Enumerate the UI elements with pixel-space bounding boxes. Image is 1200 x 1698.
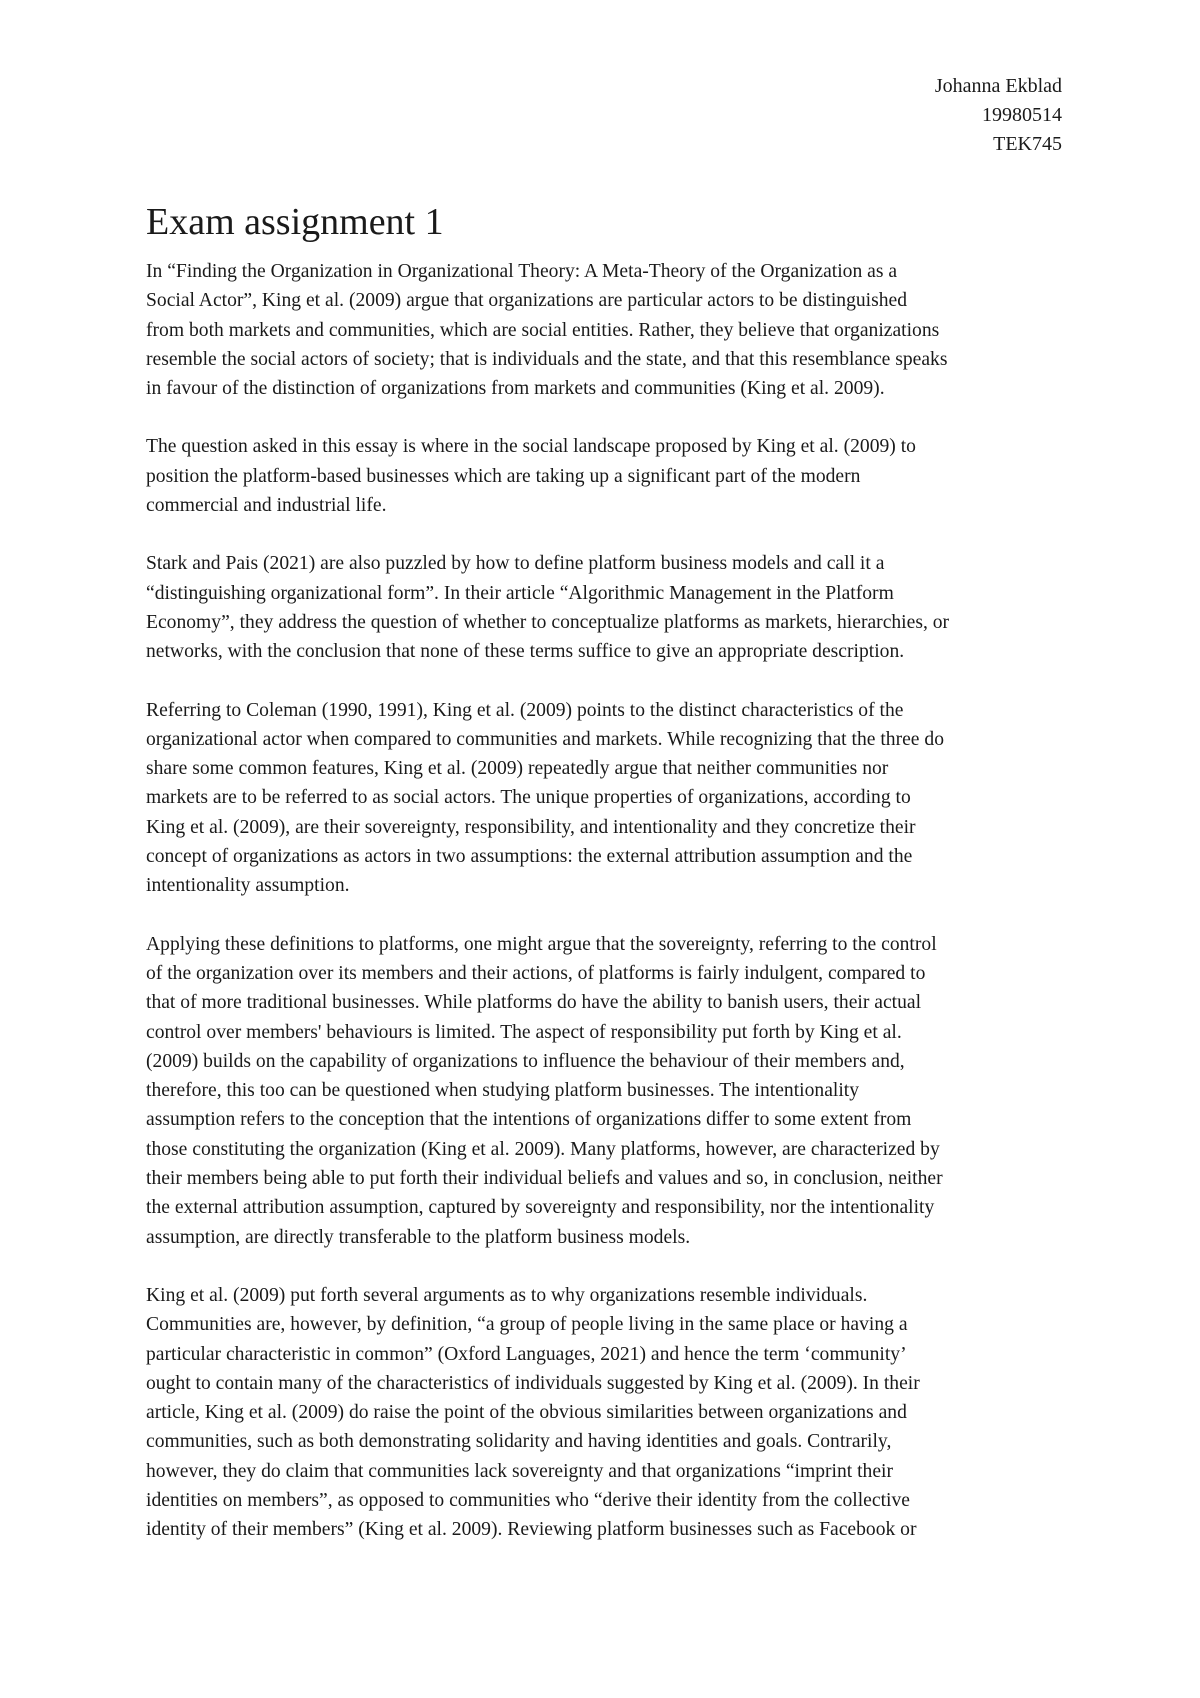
text-line: Economy”, they address the question of whether to conceptualize platforms as markets, hierarchies, or [146, 611, 950, 633]
document-title: Exam assignment 1 [146, 201, 444, 243]
text-line: Applying these definitions to platforms, one might argue that the sovereignty, referring to the control [146, 933, 937, 955]
text-line: King et al. (2009), are their sovereignty, responsibility, and intentionality and they concretize their [146, 816, 916, 838]
text-line: share some common features, King et al. (2009) repeatedly argue that neither communities nor [146, 758, 889, 780]
text-line: therefore, this too can be questioned when studying platform businesses. The intentionality [146, 1080, 860, 1102]
paragraph [146, 696, 1076, 901]
text-line: Communities are, however, by definition, “a group of people living in the same place or having a [146, 1314, 908, 1336]
text-line: of the organization over its members and their actions, of platforms is fairly indulgent, compared to [146, 962, 926, 984]
text-line: Referring to Coleman (1990, 1991), King et al. (2009) points to the distinct characteristics of the [146, 699, 904, 721]
document-body [146, 257, 1076, 1574]
text-line: Stark and Pais (2021) are also puzzled by how to define platform business models and call it a [146, 553, 885, 575]
text-line: assumption, are directly transferable to the platform business models. [146, 1226, 691, 1248]
course-code: TEK745 [993, 133, 1062, 155]
text-line: article, King et al. (2009) do raise the point of the obvious similarities between organizations and [146, 1402, 907, 1424]
text-line: intentionality assumption. [146, 875, 350, 897]
paragraph [146, 549, 1076, 666]
text-line: those constituting the organization (King et al. 2009). Many platforms, however, are characterized by [146, 1138, 940, 1160]
text-line: their members being able to put forth their individual beliefs and values and so, in conclusion, neither [146, 1168, 943, 1190]
text-line: (2009) builds on the capability of organizations to influence the behaviour of their members and, [146, 1050, 905, 1072]
text-line: particular characteristic in common” (Oxford Languages, 2021) and hence the term ‘community’ [146, 1343, 907, 1365]
text-line: resemble the social actors of society; that is individuals and the state, and that this resemblance speaks [146, 348, 948, 370]
text-line: King et al. (2009) put forth several arguments as to why organizations resemble individuals. [146, 1284, 868, 1306]
text-line: Social Actor”, King et al. (2009) argue that organizations are particular actors to be distinguished [146, 290, 908, 312]
text-line: position the platform-based businesses which are taking up a significant part of the modern [146, 465, 861, 487]
text-line: that of more traditional businesses. While platforms do have the ability to banish users, their actual [146, 992, 922, 1014]
author-id: 19980514 [982, 104, 1062, 126]
paragraph [146, 930, 1076, 1252]
text-line: communities, such as both demonstrating solidarity and having identities and goals. Contrarily, [146, 1431, 892, 1453]
text-line: assumption refers to the conception that the intentions of organizations differ to some extent from [146, 1109, 912, 1131]
text-line: identity of their members” (King et al. 2009). Reviewing platform businesses such as Facebook or [146, 1519, 917, 1541]
text-line: identities on members”, as opposed to communities who “derive their identity from the collective [146, 1489, 910, 1511]
text-line: concept of organizations as actors in two assumptions: the external attribution assumption and the [146, 846, 913, 868]
text-line: in favour of the distinction of organizations from markets and communities (King et al. 2009). [146, 378, 885, 400]
text-line: “distinguishing organizational form”. In their article “Algorithmic Management in the Platform [146, 582, 894, 604]
paragraph [146, 432, 1076, 520]
text-line: ought to contain many of the characteristics of individuals suggested by King et al. (2009). In their [146, 1372, 920, 1394]
text-line: organizational actor when compared to communities and markets. While recognizing that the three do [146, 728, 944, 750]
text-line: The question asked in this essay is where in the social landscape proposed by King et al. (2009) to [146, 436, 916, 458]
text-line: the external attribution assumption, captured by sovereignty and responsibility, nor the intentionality [146, 1197, 935, 1219]
text-line: commercial and industrial life. [146, 495, 387, 517]
text-line: however, they do claim that communities lack sovereignty and that organizations “imprint their [146, 1460, 894, 1482]
author-name: Johanna Ekblad [934, 75, 1062, 97]
paragraph [146, 1281, 1076, 1545]
author-info [935, 72, 1062, 159]
text-line: In “Finding the Organization in Organizational Theory: A Meta-Theory of the Organization as a [146, 261, 898, 282]
text-line: networks, with the conclusion that none of these terms suffice to give an appropriate description. [146, 641, 905, 663]
text-line: control over members' behaviours is limited. The aspect of responsibility put forth by King et al. [146, 1021, 902, 1043]
text-line: markets are to be referred to as social actors. The unique properties of organizations, according to [146, 787, 911, 809]
paragraph [146, 257, 1076, 403]
text-line: from both markets and communities, which are social entities. Rather, they believe that organizations [146, 319, 940, 341]
